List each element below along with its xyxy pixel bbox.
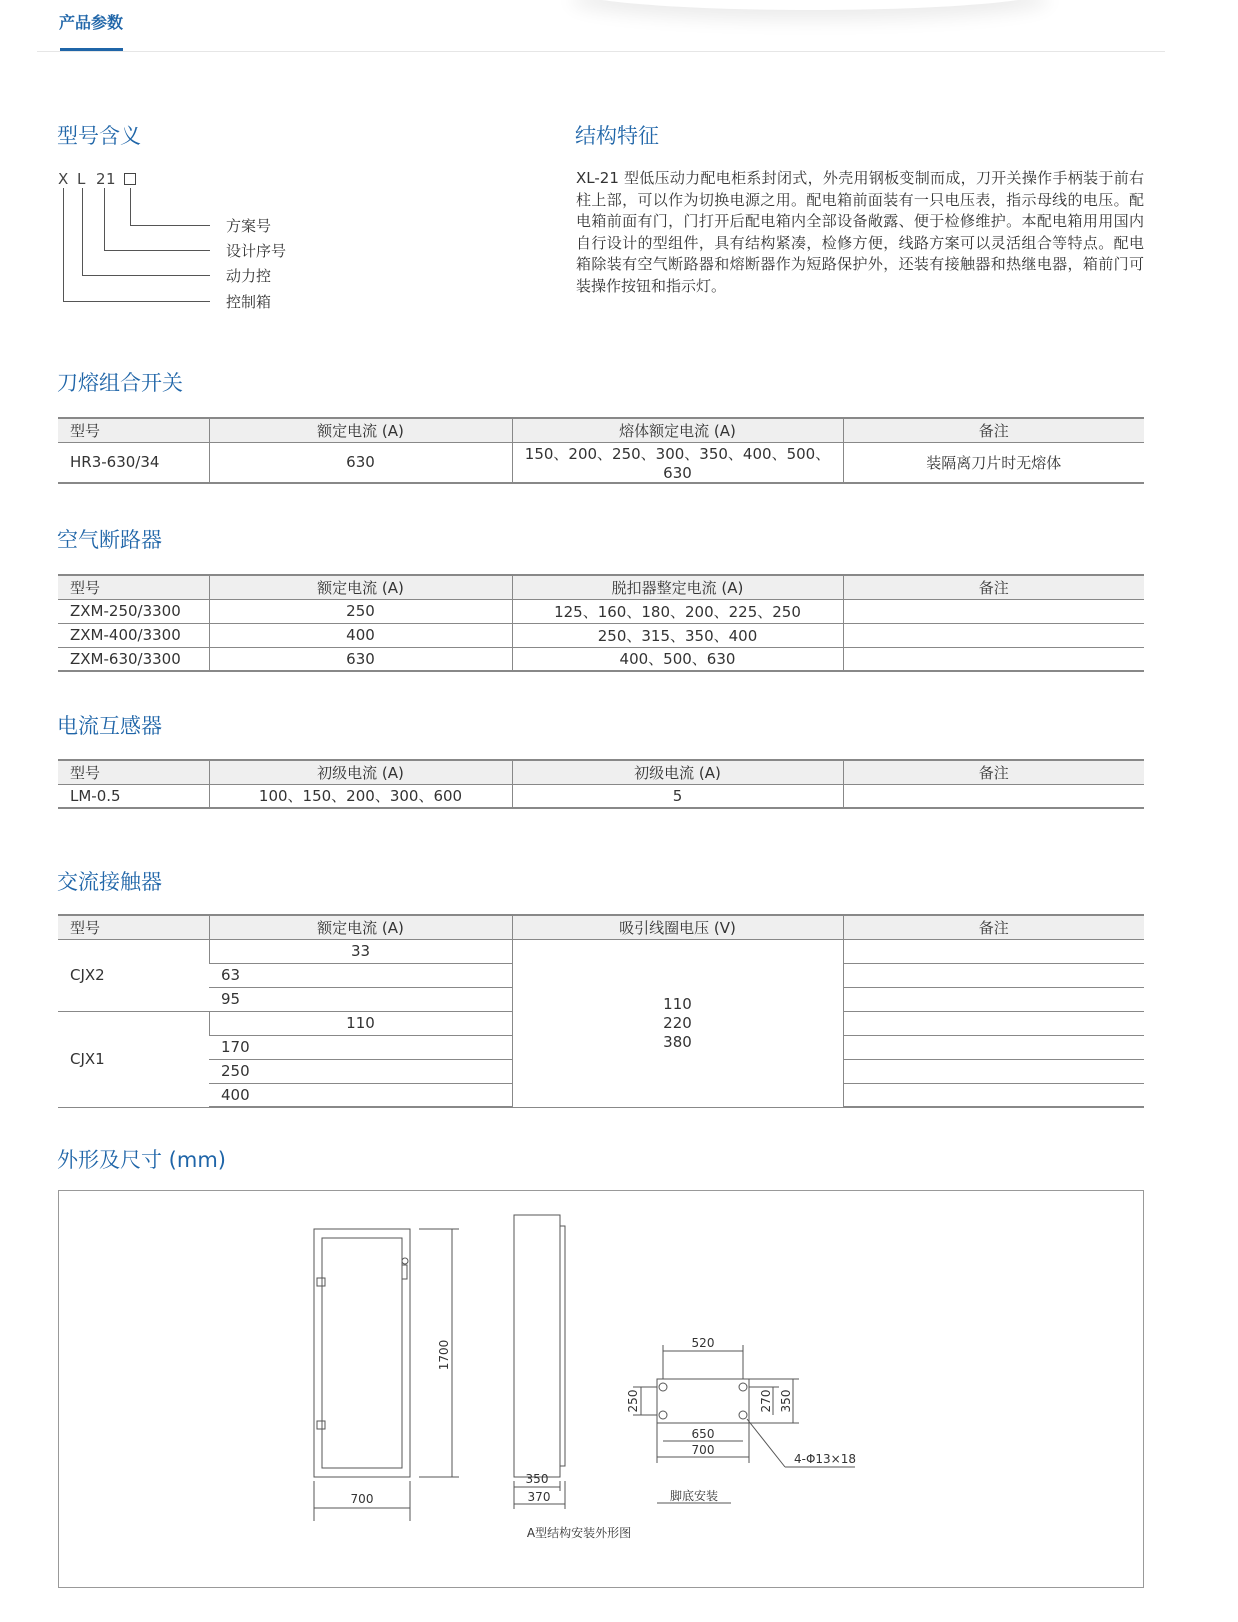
col-remark: 备注 [843, 760, 1144, 784]
tree-line [130, 225, 210, 226]
tree-line [104, 250, 210, 251]
voltage-value: 380 [663, 1032, 692, 1051]
table-header-row [58, 760, 1144, 784]
tree-line [82, 275, 210, 276]
cell [843, 963, 1144, 987]
cell: 装隔离刀片时无熔体 [843, 442, 1144, 483]
col-rated-current: 额定电流 (A) [209, 915, 512, 939]
cabinet-door-panel [322, 1238, 402, 1468]
label-side-depth-total: 370 [527, 1490, 551, 1504]
door-handle-knob [402, 1258, 408, 1264]
cell: ZXM-250/3300 [58, 599, 209, 623]
structure-description: XL-21 型低压动力配电柜系封闭式，外壳用钢板变制而成，刀开关操作手柄装于前右柱上部，可以作为切换电源之用。配电箱前面装有一只电压表，指示母线的电压。配电箱前面有门，门打开后配电箱内全部设备敞露、便于检修维护。本配电箱用用国内自行设计的型组件，具有结构紧凑，检修方便，线路方案可以灵活组合等特点。配电箱除装有空气断路器和熔断器作为短路保护外，还装有接触器和热继电器，箱前门可装操作按钮和指示灯。 [576, 169, 1144, 295]
cell-voltages [512, 939, 843, 1107]
cell: 125、160、180、200、225、250 [512, 599, 843, 623]
col-fuse-current: 熔体额定电流 (A) [512, 418, 843, 442]
table-row [58, 623, 1144, 647]
contactor-heading: 交流接触器 [57, 870, 162, 894]
hinge-bottom [317, 1421, 325, 1429]
cell: 250 [209, 1059, 512, 1083]
label-side-depth: 350 [525, 1472, 549, 1486]
label-base-270: 270 [759, 1389, 773, 1413]
label-base-caption: 脚底安装 [669, 1489, 719, 1503]
label-base-width: 520 [691, 1336, 715, 1350]
model-label-design-no: 设计序号 [226, 242, 287, 260]
air-breaker-table [58, 574, 1144, 672]
cell [843, 647, 1144, 671]
holes-leader-line [747, 1419, 785, 1467]
label-base-700: 700 [691, 1443, 715, 1457]
table-row [58, 939, 1144, 963]
dimension-drawing-svg [59, 1191, 1145, 1589]
model-label-control-box: 控制箱 [226, 293, 272, 311]
tab-active-underline [60, 48, 123, 51]
voltage-value: 110 [663, 994, 692, 1013]
cell: 630 [209, 442, 512, 483]
structure-heading: 结构特征 [575, 124, 659, 148]
col-rated-current: 额定电流 (A) [209, 418, 512, 442]
cell [843, 1059, 1144, 1083]
dimensions-heading: 外形及尺寸 (mm) [57, 1148, 226, 1172]
mounting-hole [739, 1411, 747, 1419]
cell: ZXM-400/3300 [58, 623, 209, 647]
cell: 110 [209, 1011, 512, 1035]
col-model: 型号 [58, 575, 209, 599]
cell: 400 [209, 1083, 512, 1107]
cell [843, 784, 1144, 808]
cell [843, 599, 1144, 623]
col-rated-current: 额定电流 (A) [209, 575, 512, 599]
col-model: 型号 [58, 760, 209, 784]
cell: 95 [209, 987, 512, 1011]
cell-model-cjx1: CJX1 [58, 1011, 209, 1107]
cell [843, 623, 1144, 647]
model-letter-x: X [58, 170, 69, 188]
table-row [58, 647, 1144, 671]
cabinet-side-door [560, 1226, 565, 1466]
cell: 250 [209, 599, 512, 623]
table-header-row [58, 418, 1144, 442]
model-letter-l: L [77, 170, 86, 188]
col-primary-current-2: 初级电流 (A) [512, 760, 843, 784]
col-trip-current: 脱扣器整定电流 (A) [512, 575, 843, 599]
cell: ZXM-630/3300 [58, 647, 209, 671]
cell: 630 [209, 647, 512, 671]
voltage-value: 220 [663, 1013, 692, 1032]
current-transformer-table [58, 759, 1144, 809]
cell [843, 1011, 1144, 1035]
cell: 100、150、200、300、600 [209, 784, 512, 808]
cell: 250、315、350、400 [512, 623, 843, 647]
table-row [58, 784, 1144, 808]
col-primary-current: 初级电流 (A) [209, 760, 512, 784]
air-breaker-heading: 空气断路器 [57, 528, 162, 552]
label-base-350: 350 [779, 1389, 793, 1413]
cell: HR3-630/34 [58, 442, 209, 483]
col-remark: 备注 [843, 915, 1144, 939]
tree-line [63, 301, 210, 302]
table-row [58, 442, 1144, 483]
mounting-hole [739, 1383, 747, 1391]
label-height: 1700 [437, 1339, 451, 1371]
model-letter-21: 21 [96, 170, 117, 188]
label-base-250: 250 [626, 1389, 640, 1413]
cell [843, 939, 1144, 963]
label-holes: 4-Φ13×18 [793, 1452, 857, 1466]
tree-line [104, 188, 105, 251]
cell: 400、500、630 [512, 647, 843, 671]
col-remark: 备注 [843, 418, 1144, 442]
door-handle [402, 1265, 407, 1279]
cabinet-front-outline [314, 1229, 410, 1477]
table-header-row [58, 575, 1144, 599]
tree-line [130, 188, 131, 226]
tab-product-params[interactable]: 产品参数 [59, 13, 124, 32]
col-coil-voltage: 吸引线圈电压 (V) [512, 915, 843, 939]
contactor-table [58, 914, 1144, 1108]
top-tab-bar [37, 0, 1165, 52]
drawing-caption: A型结构安装外形图 [526, 1526, 632, 1540]
cabinet-side-outline [514, 1215, 560, 1477]
cell: 63 [209, 963, 512, 987]
knife-fuse-table [58, 417, 1144, 484]
cell: 33 [209, 939, 512, 963]
dimension-drawing [58, 1190, 1144, 1588]
cell: 400 [209, 623, 512, 647]
col-model: 型号 [58, 915, 209, 939]
tree-line [63, 188, 64, 302]
mounting-hole [659, 1411, 667, 1419]
knife-fuse-heading: 刀熔组合开关 [57, 371, 183, 395]
label-base-650: 650 [691, 1427, 715, 1441]
cell: 150、200、250、300、350、400、500、630 [512, 442, 843, 483]
cell: 5 [512, 784, 843, 808]
cell [843, 1083, 1144, 1107]
col-remark: 备注 [843, 575, 1144, 599]
tree-line [82, 188, 83, 276]
model-placeholder-box [124, 173, 136, 185]
label-front-width: 700 [350, 1492, 374, 1506]
col-model: 型号 [58, 418, 209, 442]
model-meaning-heading: 型号含义 [57, 124, 141, 148]
current-transformer-heading: 电流互感器 [57, 714, 162, 738]
hinge-top [317, 1278, 325, 1286]
model-label-power: 动力控 [226, 267, 272, 285]
cell: LM-0.5 [58, 784, 209, 808]
table-header-row [58, 915, 1144, 939]
cell-model-cjx2: CJX2 [58, 939, 209, 1011]
cell [843, 987, 1144, 1011]
cell [843, 1035, 1144, 1059]
cell: 170 [209, 1035, 512, 1059]
mounting-hole [659, 1383, 667, 1391]
model-label-scheme: 方案号 [226, 217, 272, 235]
table-row [58, 599, 1144, 623]
base-outline [657, 1379, 749, 1423]
